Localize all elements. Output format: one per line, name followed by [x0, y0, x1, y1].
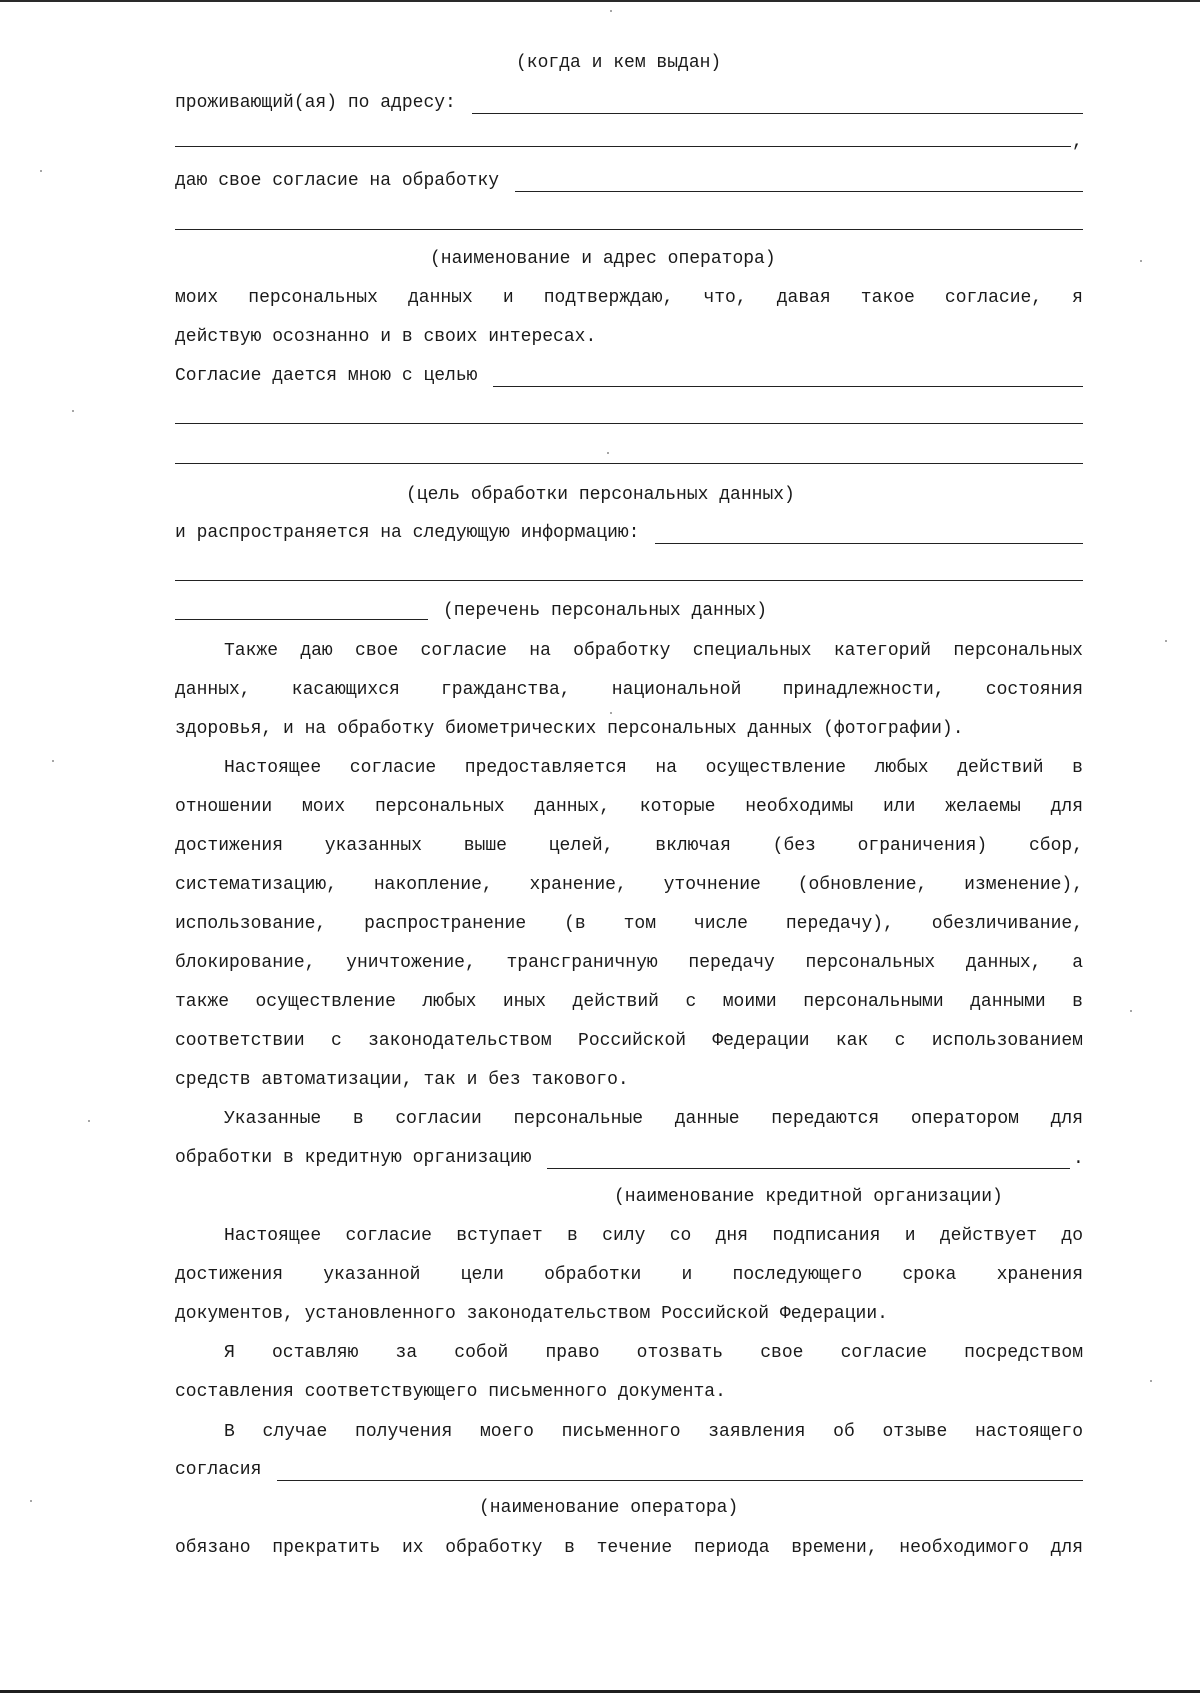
applies-info-row	[175, 522, 1083, 544]
paragraph-line: также осуществление любых иных действий с моими персональными данными в	[175, 992, 1083, 1012]
revoke-operator-field[interactable]	[277, 1464, 1083, 1481]
caption-operator-name: (наименование оператора)	[479, 1498, 739, 1518]
scan-speck	[40, 170, 42, 172]
paragraph-line: обязано прекратить их обработку в течение периода времени, необходимого для	[175, 1538, 1083, 1558]
residing-address-label: проживающий(ая) по адресу:	[175, 93, 456, 113]
paragraph-line: Настоящее согласие вступает в силу со дня подписания и действует до	[224, 1226, 1083, 1246]
consent-label: согласия	[175, 1460, 262, 1480]
paragraph-line: использование, распространение (в том числе передачу), обезличивание,	[175, 914, 1083, 934]
caption-purpose: (цель обработки персональных данных)	[406, 485, 795, 505]
caption-credit-org: (наименование кредитной организации)	[614, 1187, 1003, 1207]
paragraph-line: средств автоматизации, так и без такового.	[175, 1070, 629, 1090]
period-mark: .	[1073, 1149, 1084, 1169]
paragraph-line: документов, установленного законодательством Российской Федерации.	[175, 1304, 888, 1324]
paragraph-line: Указанные в согласии персональные данные передаются оператором для	[224, 1109, 1083, 1129]
purpose-field[interactable]	[493, 370, 1083, 387]
paragraph-line: здоровья, и на обработку биометрических персональных данных (фотографии).	[175, 719, 964, 739]
scan-speck	[607, 452, 609, 454]
applies-info-label: и распространяется на следующую информацию:	[175, 523, 640, 543]
scan-speck	[1150, 1380, 1152, 1382]
paragraph-line: моих персональных данных и подтверждаю, что, давая такое согласие, я	[175, 288, 1083, 308]
residing-address-field[interactable]	[472, 97, 1083, 114]
paragraph-line: достижения указанных выше целей, включая (без ограничения) сбор,	[175, 836, 1083, 856]
paragraph-line: отношении моих персональных данных, которые необходимы или желаемы для	[175, 797, 1083, 817]
page-top-edge	[0, 0, 1200, 2]
revoke-operator-row	[175, 1459, 1083, 1481]
consent-operator-row	[175, 170, 1083, 192]
paragraph-line: Также даю свое согласие на обработку специальных категорий персональных	[224, 641, 1083, 661]
data-list-field-line3[interactable]	[175, 619, 428, 620]
caption-operator-name-address: (наименование и адрес оператора)	[430, 249, 776, 269]
credit-org-field[interactable]	[547, 1152, 1070, 1169]
purpose-label: Согласие дается мною с целью	[175, 366, 478, 386]
paragraph-line: данных, касающихся гражданства, национальной принадлежности, состояния	[175, 680, 1083, 700]
paragraph-line: В случае получения моего письменного заявления об отзыве настоящего	[224, 1422, 1083, 1442]
paragraph-line: Я оставляю за собой право отозвать свое согласие посредством	[224, 1343, 1083, 1363]
purpose-field-line2[interactable]	[175, 423, 1083, 424]
scan-speck	[610, 712, 612, 714]
caption-data-list: (перечень персональных данных)	[443, 601, 768, 621]
operator-name-address-field-line2[interactable]	[175, 229, 1083, 230]
paragraph-line: блокирование, уничтожение, трансграничную передачу персональных данных, а	[175, 953, 1083, 973]
credit-org-row	[175, 1147, 1070, 1169]
data-list-field[interactable]	[655, 527, 1083, 544]
scan-speck	[1165, 640, 1167, 642]
data-list-field-line2[interactable]	[175, 580, 1083, 581]
residing-address-field-line2[interactable]	[175, 146, 1071, 147]
paragraph-line: Настоящее согласие предоставляется на осуществление любых действий в	[224, 758, 1083, 778]
purpose-field-line3[interactable]	[175, 463, 1083, 464]
scan-speck	[610, 10, 612, 12]
paragraph-line: достижения указанной цели обработки и последующего срока хранения	[175, 1265, 1083, 1285]
comma-mark: ,	[1072, 132, 1083, 152]
residing-address-row	[175, 92, 1083, 114]
consent-processing-label: даю свое согласие на обработку	[175, 171, 500, 191]
paragraph-line: составления соответствующего письменного документа.	[175, 1382, 726, 1402]
scan-speck	[72, 410, 74, 412]
scan-speck	[1130, 1010, 1132, 1012]
scan-speck	[30, 1500, 32, 1502]
scan-speck	[88, 1120, 90, 1122]
scan-speck	[1140, 260, 1142, 262]
caption-issued: (когда и кем выдан)	[516, 53, 722, 73]
operator-name-address-field[interactable]	[515, 175, 1083, 192]
purpose-row	[175, 365, 1083, 387]
credit-org-label: обработки в кредитную организацию	[175, 1148, 532, 1168]
scan-speck	[52, 760, 54, 762]
paragraph-line: систематизацию, накопление, хранение, уточнение (обновление, изменение),	[175, 875, 1083, 895]
paragraph-line: действую осознанно и в своих интересах.	[175, 327, 597, 347]
paragraph-line: соответствии с законодательством Российской Федерации как с использованием	[175, 1031, 1083, 1051]
